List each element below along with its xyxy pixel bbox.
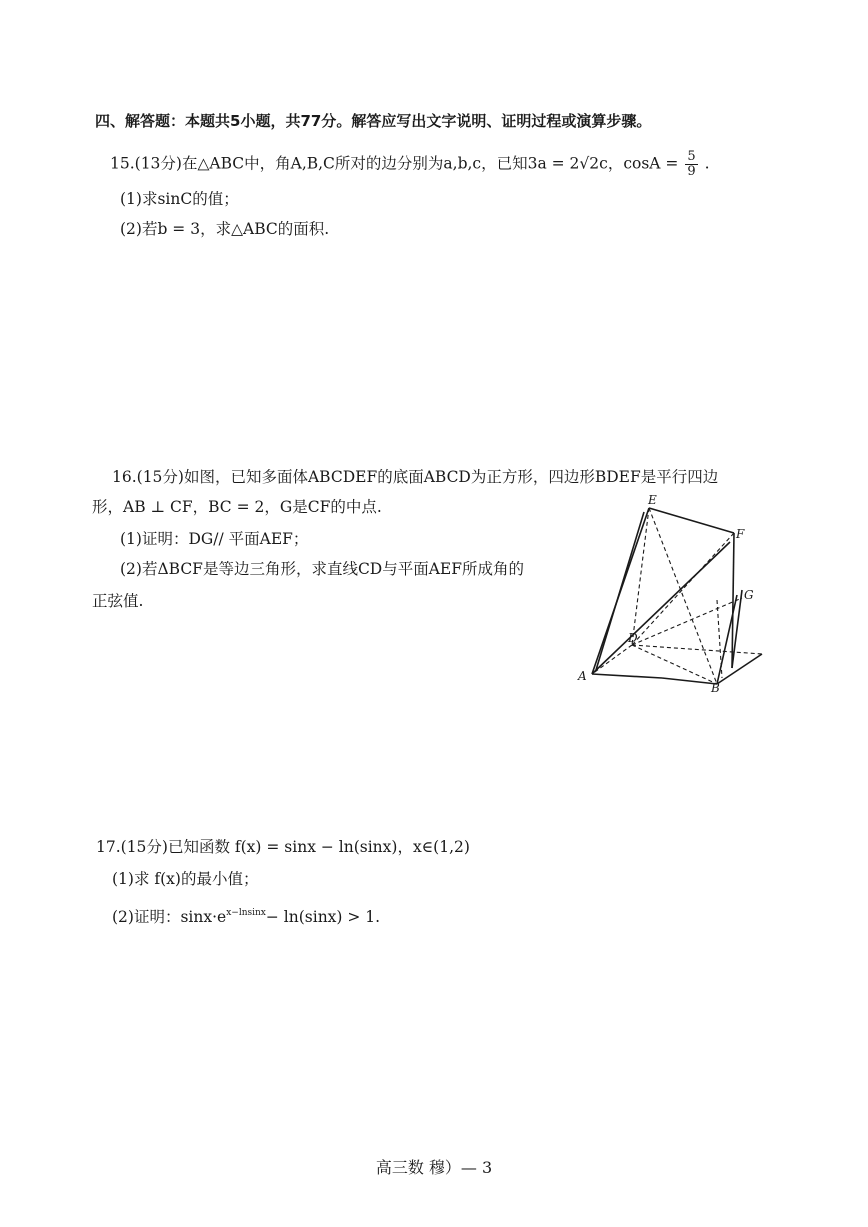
q15-stem	[110, 150, 710, 179]
q17-part2-exponent: x−lnsinx	[226, 908, 266, 918]
q17-part2-tail: − ln(sinx) > 1.	[265, 908, 381, 926]
q16-part1: (1)证明：DG// 平面AEF；	[120, 530, 309, 548]
q15-fraction	[685, 150, 697, 179]
q15-part1: (1)求sinC的值；	[120, 190, 239, 208]
edge-EF	[649, 508, 734, 533]
edge-DG-hidden	[632, 598, 742, 645]
edge-BC	[717, 654, 762, 684]
label-F: F	[736, 527, 745, 541]
q17-part2	[112, 903, 380, 927]
section-heading: 四、解答题：本题共5小题，共77分。解答应写出文字说明、证明过程或演算步骤。	[95, 112, 652, 130]
q15-stem-end: .	[704, 154, 710, 173]
q16-part2-line1: (2)若ΔBCF是等边三角形，求直线CD与平面AEF所成角的	[120, 560, 524, 578]
q16-stem-line1: 16.(15分)如图，已知多面体ABCDEF的底面ABCD为正方形，四边形BDEF是平行四边	[112, 468, 719, 486]
label-B: B	[711, 681, 720, 695]
edge-AB-front2	[662, 678, 717, 684]
q16-part2-line2: 正弦值.	[92, 592, 144, 610]
q15-part2: (2)若b = 3，求△ABC的面积.	[120, 220, 330, 238]
edge-DA-hidden	[592, 645, 632, 674]
edge-aux-hidden	[717, 600, 722, 678]
edge-DC-hidden	[632, 645, 762, 654]
page-footer: 高三数 穆）— 3	[375, 1158, 493, 1177]
edge-BF	[717, 595, 737, 684]
q15-stem-text: 15.(13分)在△ABC中，角A,B,C所对的边分别为a,b,c，已知3a = 2√2c，cosA =	[110, 154, 679, 173]
edge-AF	[592, 542, 730, 674]
q16-stem-line2: 形，AB ⊥ CF，BC = 2，G是CF的中点.	[92, 498, 382, 516]
q17-part1: (1)求 f(x)的最小值；	[112, 870, 259, 888]
edge-AB-front	[592, 674, 662, 678]
label-E: E	[648, 493, 657, 507]
q15-fraction-numerator: 5	[687, 149, 696, 164]
label-A: A	[578, 669, 587, 683]
label-D: D	[628, 631, 638, 645]
polyhedron-figure	[572, 490, 772, 695]
label-G: G	[744, 588, 754, 602]
edge-ED-hidden	[632, 508, 649, 645]
edge-DB-hidden	[632, 645, 717, 684]
q17-stem: 17.(15分)已知函数 f(x) = sinx − ln(sinx)，x∈(1,2)	[96, 838, 470, 856]
q17-part2-lead: (2)证明：sinx·e	[112, 908, 227, 926]
q15-fraction-denominator: 9	[687, 164, 696, 179]
edge-FC	[732, 533, 734, 668]
